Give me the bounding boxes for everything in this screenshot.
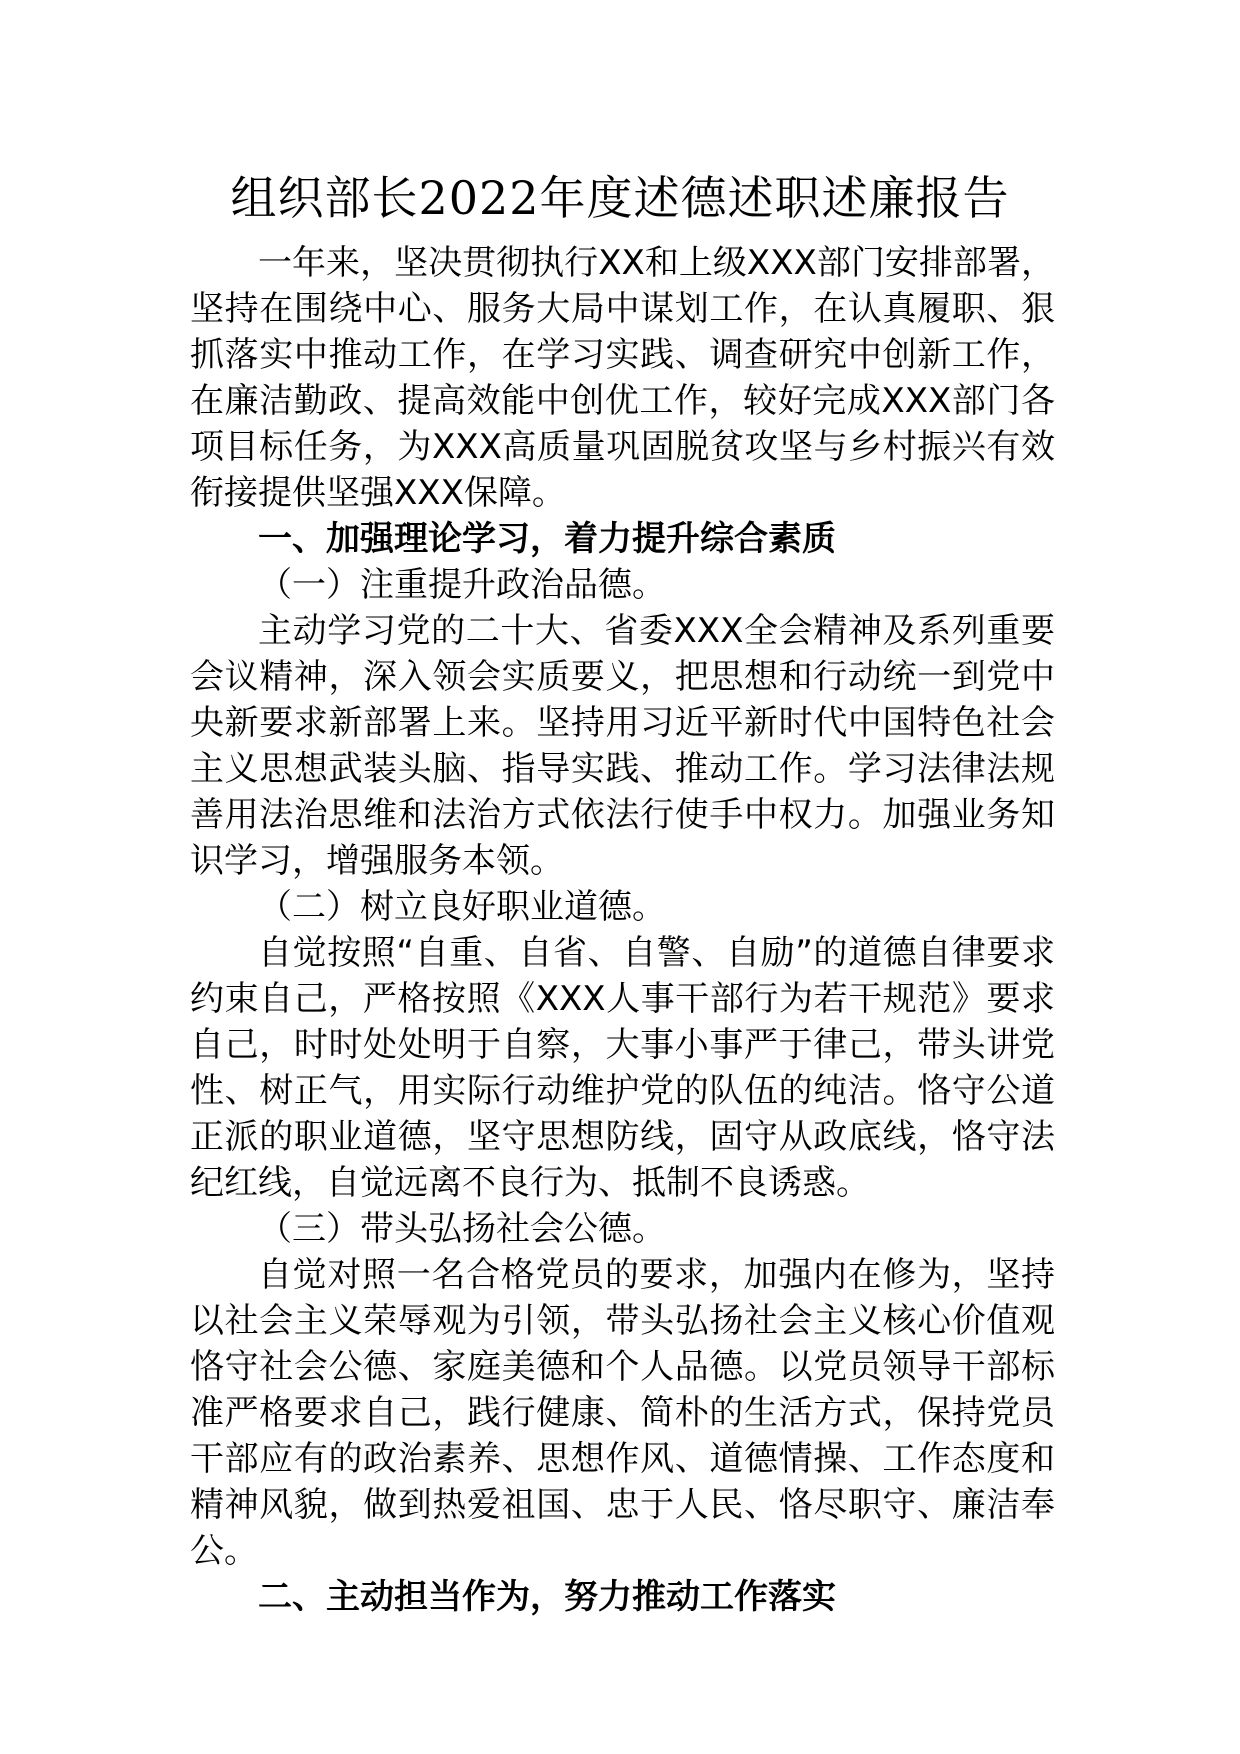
paragraph-political-morality: 主动学习党的二十大、省委XXX全会精神及系列重要会议精神，深入领会实质要义，把思想和行动统一到党中央新要求新部署上来。坚持用习近平新时代中国特色社会主义思想武装头脑、指导实践、推动工作。学习法律法规善用法治思维和法治方式依法行使手中权力。加强业务知识学习，增强服务本领。 <box>190 611 1055 881</box>
paragraph-professional-ethics: 自觉按照“自重、自省、自警、自励”的道德自律要求约束自己，严格按照《XXX人事干部行为若干规范》要求自己，时时处处明于自察，大事小事严于律己，带头讲党性、树正气，用实际行动维护党的队伍的纯洁。恪守公道正派的职业道德，坚守思想防线，固守从政底线，恪守法纪红线，自觉远离不良行为、抵制不良诱惑。 <box>190 933 1055 1203</box>
subsection-heading-1: （一）注重提升政治品德。 <box>258 565 666 605</box>
paragraph-social-morality: 自觉对照一名合格党员的要求，加强内在修为，坚持以社会主义荣辱观为引领，带头弘扬社会主义核心价值观恪守社会公德、家庭美德和个人品德。以党员领导干部标准严格要求自己，践行健康、简朴的生活方式，保持党员干部应有的政治素养、思想作风、道德情操、工作态度和精神风貌，做到热爱祖国、忠于人民、恪尽职守、廉洁奉公。 <box>190 1255 1055 1571</box>
document-body <box>190 240 1055 1620</box>
subsection-heading-2: （二）树立良好职业道德。 <box>258 887 666 927</box>
document-title: 组织部长2022年度述德述职述廉报告 <box>230 171 1010 225</box>
subsection-heading-3: （三）带头弘扬社会公德。 <box>258 1209 666 1249</box>
section-heading-2: 二、主动担当作为，努力推动工作落实 <box>258 1577 836 1617</box>
paragraph-intro: 一年来，坚决贯彻执行XX和上级XXX部门安排部署，坚持在围绕中心、服务大局中谋划工作，在认真履职、狠抓落实中推动工作，在学习实践、调查研究中创新工作，在廉洁勤政、提高效能中创优工作，较好完成XXX部门各项目标任务，为XXX高质量巩固脱贫攻坚与乡村振兴有效衔接提供坚强XXX保障。 <box>190 243 1055 513</box>
section-heading-1: 一、加强理论学习，着力提升综合素质 <box>258 519 836 559</box>
